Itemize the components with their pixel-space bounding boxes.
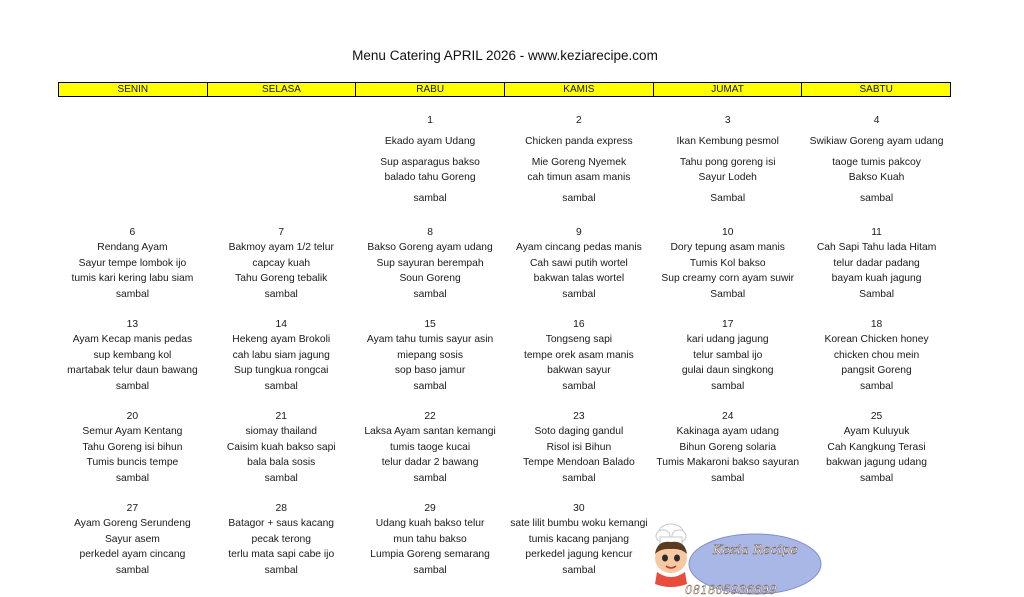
menu-item: Udang kuah bakso telur — [375, 518, 485, 529]
day-cell — [802, 113, 951, 206]
day-cell — [504, 409, 653, 486]
day-number: 1 — [427, 115, 433, 126]
menu-item: sambal — [413, 564, 447, 576]
menu-item: Soto daging gandul — [534, 426, 624, 437]
day-cell — [356, 317, 505, 394]
weekday-header — [58, 82, 951, 97]
menu-item: cah timun asam manis — [527, 172, 631, 183]
menu-item: sambal — [859, 192, 894, 204]
menu-item: Tumis buncis tempe — [86, 457, 179, 468]
day-number: 3 — [724, 115, 731, 126]
menu-item: bayam kuah jagung — [831, 273, 922, 284]
header-rabu: RABU — [356, 83, 505, 96]
menu-item: Bihun Goreng solaria — [679, 441, 777, 453]
day-number: 16 — [573, 319, 585, 330]
day-cell — [802, 409, 951, 486]
logo-brand-text: Kezia Recipe — [713, 543, 798, 558]
menu-item: sambal — [859, 472, 894, 484]
menu-item: sambal — [413, 192, 447, 204]
menu-item: perkedel jagung kencur — [525, 549, 633, 560]
day-cell — [356, 225, 505, 302]
day-number: 29 — [424, 503, 436, 514]
day-cell — [653, 113, 802, 206]
menu-item: sambal — [413, 380, 447, 392]
day-number: 13 — [126, 319, 139, 330]
menu-item: siomay thailand — [245, 426, 318, 437]
menu-item: Mie Goreng Nyemek — [531, 156, 627, 168]
menu-item: Laksa Ayam santan kemangi — [364, 426, 496, 437]
day-cell — [356, 409, 505, 486]
menu-item: Bakmoy ayam 1/2 telur — [228, 242, 334, 253]
day-cell — [58, 501, 207, 578]
header-sabtu: SABTU — [859, 84, 893, 95]
menu-item: Batagor + saus kacang — [228, 518, 335, 529]
menu-item: sambal — [711, 380, 745, 392]
menu-item: martabak telur daun bawang — [67, 365, 198, 376]
menu-item: sambal — [562, 564, 596, 576]
menu-item: sambal — [115, 564, 150, 576]
menu-item: pangsit Goreng — [841, 365, 912, 376]
menu-item: capcay kuah — [252, 257, 311, 269]
menu-item: Sayur Lodeh — [698, 172, 757, 183]
week-row — [58, 317, 951, 394]
day-number: 2 — [576, 115, 582, 126]
day-number: 30 — [573, 503, 585, 514]
day-cell — [207, 501, 356, 578]
menu-item: Ayam Kuluyuk — [843, 426, 910, 437]
day-cell — [653, 225, 802, 302]
menu-item: taoge tumis pakcoy — [832, 156, 921, 168]
day-number: 17 — [721, 319, 734, 330]
menu-item: bala bala sosis — [247, 457, 316, 468]
day-cell — [356, 501, 505, 578]
menu-item: tumis kari kering labu siam — [71, 273, 194, 284]
day-number: 28 — [275, 503, 287, 514]
menu-item: tumis kacang panjang — [528, 533, 629, 545]
header-kamis: KAMIS — [505, 83, 654, 96]
day-number: 23 — [573, 411, 585, 422]
day-cell — [504, 225, 653, 302]
menu-item: Hekeng ayam Brokoli — [232, 334, 331, 345]
menu-item: sambal — [562, 472, 596, 484]
menu-item: Ayam tahu tumis sayur asin — [366, 334, 494, 345]
day-number: 4 — [873, 115, 880, 126]
menu-item: Caisim kuah bakso sapi — [226, 441, 336, 453]
menu-item: sambal — [115, 288, 150, 300]
day-cell — [207, 225, 356, 302]
menu-item: Bakso Kuah — [848, 172, 905, 183]
day-cell — [504, 317, 653, 394]
menu-item: Sup tungkua rongcai — [234, 365, 329, 376]
menu-item: Tahu pong goreng isi — [679, 156, 776, 168]
day-number: 27 — [126, 503, 139, 514]
day-number: 10 — [721, 227, 734, 238]
menu-item: Chicken panda express — [525, 136, 633, 147]
chef-avatar-icon — [655, 524, 687, 587]
menu-item: bakwan jagung udang — [826, 457, 927, 468]
menu-item: terlu mata sapi cabe ijo — [228, 549, 335, 560]
menu-item: Sambal — [710, 192, 746, 204]
header-selasa: SELASA — [208, 83, 357, 96]
day-cell — [653, 317, 802, 394]
menu-item: kari udang jagung — [686, 334, 769, 345]
menu-item: Sambal — [710, 288, 746, 300]
menu-item: Tongseng sapi — [545, 334, 613, 345]
day-number: 22 — [424, 411, 436, 422]
menu-item: balado tahu Goreng — [384, 172, 476, 183]
menu-item: Risol isi Bihun — [546, 441, 612, 453]
header-senin: SENIN — [59, 83, 208, 96]
menu-item: perkedel ayam cincang — [79, 549, 186, 560]
menu-item: sambal — [264, 472, 298, 484]
menu-item: Sup sayuran berempah — [376, 257, 484, 269]
week-row — [58, 225, 951, 302]
kezia-recipe-logo — [645, 520, 825, 597]
menu-item: Rendang Ayam — [97, 242, 168, 253]
day-cell — [207, 317, 356, 394]
day-number: 8 — [427, 227, 433, 238]
menu-item: sambal — [711, 472, 745, 484]
menu-item: Bakso Goreng ayam udang — [367, 242, 493, 253]
menu-item: telur sambal ijo — [693, 349, 763, 361]
day-number: 25 — [870, 411, 883, 422]
day-cell — [504, 113, 653, 206]
menu-item: sambal — [562, 192, 596, 204]
day-cell — [58, 317, 207, 394]
menu-item: Tumis Makaroni bakso sayuran — [656, 457, 800, 468]
menu-item: mun tahu bakso — [393, 533, 467, 545]
day-number: 20 — [126, 411, 139, 422]
menu-item: sambal — [413, 472, 447, 484]
menu-item: bakwan talas wortel — [533, 273, 625, 284]
day-number: 14 — [275, 319, 287, 330]
menu-item: Tempe Mendoan Balado — [523, 457, 635, 468]
menu-item: Soun Goreng — [399, 273, 461, 284]
menu-item: miepang sosis — [397, 349, 463, 361]
menu-item: chicken chou mein — [833, 349, 920, 361]
menu-item: Ayam cincang pedas manis — [516, 242, 642, 253]
day-cell — [653, 409, 802, 486]
week-row — [58, 113, 951, 206]
menu-item: sate lilit bumbu woku kemangi — [510, 518, 648, 529]
menu-item: Ayam Kecap manis pedas — [72, 334, 193, 345]
header-jumat: JUMAT — [654, 83, 803, 96]
menu-item: Ayam Goreng Serundeng — [74, 518, 191, 529]
menu-item: pecak terong — [251, 533, 312, 545]
menu-item: sambal — [115, 380, 150, 392]
menu-item: sambal — [264, 380, 298, 392]
menu-item: Cah Kangkung Terasi — [827, 441, 926, 453]
day-cell — [802, 317, 951, 394]
menu-item: Ikan Kembung pesmol — [676, 136, 779, 147]
day-cell — [58, 225, 207, 302]
menu-item: cah labu siam jagung — [232, 349, 330, 361]
day-number: 11 — [871, 227, 882, 238]
menu-item: sambal — [413, 288, 447, 300]
menu-item: telur dadar 2 bawang — [381, 457, 479, 468]
menu-item: sambal — [859, 380, 894, 392]
menu-item: sambal — [562, 380, 596, 392]
menu-item: Semur Ayam Kentang — [82, 426, 183, 437]
menu-item: Tumis Kol bakso — [689, 257, 766, 269]
menu-item: Cah Sapi Tahu lada Hitam — [816, 242, 937, 253]
day-cell — [207, 409, 356, 486]
menu-item: sop baso jamur — [394, 365, 466, 376]
menu-item: Dory tepung asam manis — [670, 242, 785, 253]
day-cell — [356, 113, 505, 206]
menu-item: Sambal — [859, 288, 895, 300]
menu-item: gulai daun singkong — [681, 365, 774, 376]
menu-item: bakwan sayur — [547, 365, 611, 376]
menu-item: Swikiaw Goreng ayam udang — [809, 136, 944, 147]
menu-item: sambal — [115, 472, 150, 484]
empty-day-cell — [58, 113, 207, 206]
menu-item: telur dadar padang — [833, 257, 920, 269]
day-cell — [58, 409, 207, 486]
menu-item: sup kembang kol — [93, 349, 172, 361]
logo-phone-text: 081805936699 — [685, 583, 777, 597]
day-number: 21 — [275, 411, 287, 422]
menu-item: Ekado ayam Udang — [384, 136, 476, 147]
menu-item: sambal — [562, 288, 596, 300]
day-number: 18 — [870, 319, 883, 330]
day-number: 6 — [129, 227, 136, 238]
menu-item: Sup creamy corn ayam suwir — [661, 273, 795, 284]
menu-item: tumis taoge kucai — [390, 441, 471, 453]
day-cell — [504, 501, 653, 578]
empty-day-cell — [207, 113, 356, 206]
menu-item: Korean Chicken honey — [824, 334, 929, 345]
day-number: 15 — [424, 319, 436, 330]
page-title: Menu Catering APRIL 2026 - www.keziarecipe.com — [352, 48, 658, 63]
menu-item: Lumpia Goreng semarang — [370, 549, 490, 560]
menu-item: Tahu Goreng tebalik — [235, 273, 328, 284]
menu-item: tempe orek asam manis — [523, 349, 634, 361]
day-number: 9 — [576, 227, 582, 238]
menu-item: sambal — [264, 288, 298, 300]
day-number: 24 — [721, 411, 734, 422]
menu-item: sambal — [264, 564, 298, 576]
menu-item: Kakinaga ayam udang — [676, 426, 779, 437]
day-number: 7 — [278, 227, 285, 238]
menu-item: Cah sawi putih wortel — [529, 257, 628, 269]
menu-item: Sup asparagus bakso — [380, 156, 480, 168]
day-cell — [802, 225, 951, 302]
menu-item: Tahu Goreng isi bihun — [82, 441, 183, 453]
menu-item: Sayur tempe lombok ijo — [78, 257, 187, 269]
menu-item: Sayur asem — [104, 533, 160, 545]
week-row — [58, 409, 951, 486]
